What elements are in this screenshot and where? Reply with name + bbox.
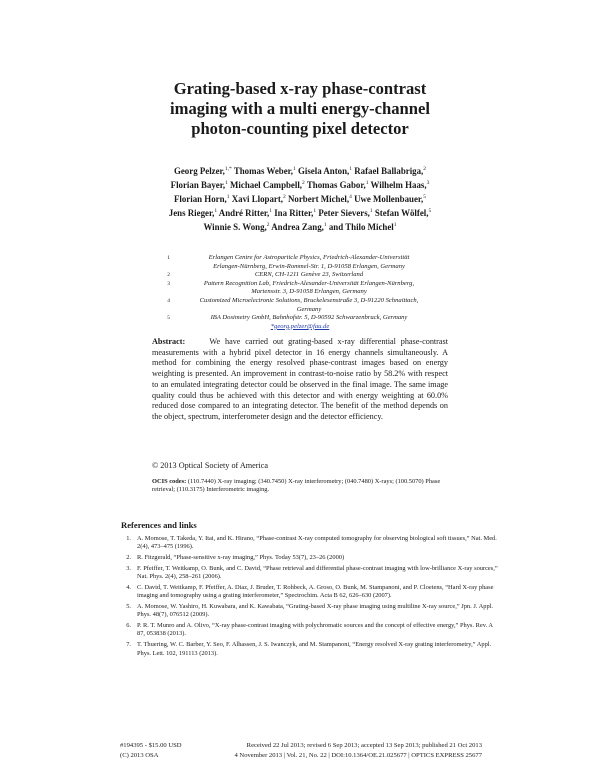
author-affiliation-mark: 5 xyxy=(423,193,426,200)
author-line xyxy=(130,206,470,220)
author-affiliation-mark: 2 xyxy=(423,166,427,172)
affiliation xyxy=(152,297,448,314)
reference-text: A. Momose, W. Yashiro, H. Kuwabara, and K. Kawabata, “Grating-based X-ray phase imaging using multiline X-ray source,” Jpn. J. Appl. Phys. 48(7), 076512 (2009). xyxy=(137,603,494,619)
abstract-label: Abstract: xyxy=(152,337,186,346)
author-line xyxy=(130,192,470,206)
author-name: Florian Horn, xyxy=(173,193,227,204)
affiliation-line: Martensstr. 3, D-91058 Erlangen, Germany xyxy=(251,288,367,296)
author-affiliation-mark: 1 xyxy=(349,166,353,172)
author-name: Winnie S. Wong, xyxy=(203,221,267,232)
author-affiliation-mark: 1 xyxy=(369,207,373,214)
ocis-label: OCIS codes: xyxy=(152,478,187,485)
abstract xyxy=(152,337,448,423)
reference-list xyxy=(121,535,501,658)
reference-item xyxy=(121,641,501,658)
affiliation-line: CERN, CH-1211 Genève 23, Switzerland xyxy=(254,271,364,279)
author-name: Andrea Zang, xyxy=(269,221,324,232)
author-affiliation-mark: 1 xyxy=(393,221,397,228)
title-line: Grating-based x-ray phase-contrast xyxy=(173,79,427,98)
author-name: Florian Bayer, xyxy=(170,179,226,190)
author-affiliation-mark: 1 xyxy=(313,207,317,214)
author-name: Gisela Anton, xyxy=(295,165,350,176)
author-name: Xavi Llopart, xyxy=(229,193,283,204)
reference-item xyxy=(121,622,501,639)
affiliation-number: 4 xyxy=(167,297,170,304)
author-line xyxy=(130,178,470,192)
footer-row xyxy=(120,751,482,761)
affiliation-line: Customized Microelectronic Solutions, Bruckelesenstraße 3, D-91220 Schnaittach, xyxy=(199,296,419,304)
reference-text: F. Pfeiffer, T. Weitkamp, O. Bunk, and C. David, “Phase retrieval and differential phase-contrast imaging with low-brilliance X-ray sources,” Nat. Phys. 2(4), 258–261 (2006). xyxy=(137,564,498,581)
reference-item xyxy=(121,535,501,552)
ocis-codes xyxy=(152,478,448,495)
affiliation-line: Germany xyxy=(296,305,322,313)
reference-item xyxy=(121,584,501,601)
reference-text: A. Momose, T. Takeda, Y. Itai, and K. Hirano, “Phase-contrast X-ray computed tomography for observing biological soft tissues,” Nat. Med. 2(4), 473–475 (1996). xyxy=(137,535,497,551)
reference-item xyxy=(121,603,501,620)
author-name: and Thilo Michel xyxy=(326,221,394,232)
reference-number: 7. xyxy=(126,641,131,649)
footer-citation: 4 November 2013 | Vol. 21, No. 22 | DOI:10.1364/OE.21.025677 | OPTICS EXPRESS 25677 xyxy=(234,751,482,759)
references-section xyxy=(121,520,501,660)
reference-number: 2. xyxy=(126,554,131,562)
author-affiliation-mark: 1 xyxy=(269,207,272,214)
author-list xyxy=(130,164,470,233)
reference-number: 3. xyxy=(126,564,131,572)
reference-number: 6. xyxy=(126,622,131,630)
author-affiliation-mark: 2 xyxy=(302,179,305,186)
reference-text: P. R. T. Munro and A. Olivo, “X-ray phase-contrast imaging with polychromatic sources and the concept of effective energy,” Phys. Rev. A 87, 053838 (2013). xyxy=(137,622,493,638)
author-affiliation-mark: 1 xyxy=(323,221,327,228)
author-affiliation-mark: 1 xyxy=(225,179,228,186)
abstract-text: We have carried out grating-based x-ray differential phase-contrast measurements with a hybrid pixel detector in 16 energy channels simultaneously. A method for combining the energy resolved phase-contrast images based on energy weighting is presented. An improvement in contrast-to-noise ratio by 58.2% with respect to an emulated integrating detector could be observed in the final image. The same image quality could thus be achieved with this detector and with energy weighting at 60.0% reduced dose compared to an integrating detector. The benefit of the method depends on the object, spectrum, interferometer design and the detector efficiency. xyxy=(152,337,449,421)
affiliation xyxy=(152,254,448,271)
author-affiliation-mark: 5 xyxy=(428,207,432,214)
affiliation-number: 3 xyxy=(167,280,170,287)
affiliation-number: 5 xyxy=(167,315,170,322)
author-name: Ina Ritter, xyxy=(272,207,314,218)
reference-number: 5. xyxy=(126,603,131,611)
references-heading: References and links xyxy=(121,520,197,530)
author-affiliation-mark: 1 xyxy=(226,193,230,200)
reference-number: 4. xyxy=(126,583,131,591)
footer-row xyxy=(120,741,482,751)
author-affiliation-mark: 1 xyxy=(214,207,218,214)
affiliation-number: 1 xyxy=(167,255,170,261)
reference-item xyxy=(121,554,501,562)
footer-price: #194395 - $15.00 USD xyxy=(120,742,182,749)
reference-item xyxy=(121,565,501,582)
journal-footer xyxy=(120,741,482,760)
ocis-text: (110.7440) X-ray imaging; (340.7450) X-ray interferometry; (040.7480) X-rays; (100.5070) Phase retrieval; (110.3175) Interferometric imaging. xyxy=(152,478,441,494)
author-name: André Ritter, xyxy=(217,207,270,218)
footer-dates: Received 22 Jul 2013; revised 6 Sep 2013; accepted 13 Sep 2013; published 21 Oct 2013 xyxy=(246,742,482,749)
copyright-notice: © 2013 Optical Society of America xyxy=(152,461,269,470)
author-affiliation-mark: 4 xyxy=(349,193,352,200)
author-name: Stefan Wölfel, xyxy=(372,207,429,218)
author-name: Wilhelm Haas, xyxy=(368,179,427,190)
footer-copyright: (C) 2013 OSA xyxy=(120,751,159,759)
author-line xyxy=(130,220,470,234)
title-line: imaging with a multi energy-channel xyxy=(170,99,430,118)
affiliation xyxy=(152,280,448,297)
author-name: Michael Campbell, xyxy=(227,179,303,190)
reference-text: C. David, T. Weitkamp, F. Pfeiffer, A. Diaz, J. Bruder, T. Rohbeck, A. Groso, O. Bunk, M. Stampanoni, and P. Cloetens, “Hard X-ray phase imaging and tomography using a grating interferometer,” Spectrochim. Acta B 62, 626–630 (2007). xyxy=(137,583,494,600)
author-name: Georg Pelzer, xyxy=(173,165,225,176)
author-name: Thomas Gabor, xyxy=(304,179,366,190)
paper-title xyxy=(100,79,500,139)
affiliation xyxy=(152,314,448,323)
author-affiliation-mark: 1 xyxy=(293,166,296,172)
author-name: Peter Sievers, xyxy=(316,207,370,218)
affiliation-number: 2 xyxy=(167,272,170,279)
reference-number: 1. xyxy=(126,535,131,542)
affiliation-line: IBA Dosimetry GmbH, Bahnhofstr. 5, D-90592 Schwarzenbruck, Germany xyxy=(210,314,408,322)
affiliation-line: Erlangen-Nürnberg, Erwin-Rommel-Str. 1, D-91058 Erlangen, Germany xyxy=(213,262,405,270)
title-line: photon-counting pixel detector xyxy=(191,119,409,138)
affiliation-line: Erlangen Centre for Astroparticle Physics, Friedrich-Alexander-Universität xyxy=(208,254,410,261)
author-affiliation-mark: 3 xyxy=(426,179,430,186)
author-affiliation-mark: 2 xyxy=(266,221,270,228)
corresponding-email-link[interactable]: *georg.pelzer@fau.de xyxy=(270,322,330,330)
author-name: Uwe Mollenbauer, xyxy=(351,193,424,204)
author-line xyxy=(130,164,470,178)
author-name: Rafael Ballabriga, xyxy=(352,165,424,176)
author-name: Thomas Weber, xyxy=(231,165,293,176)
affiliation xyxy=(152,271,448,280)
author-affiliation-mark: 2 xyxy=(283,193,286,200)
author-affiliation-mark: 1,* xyxy=(224,166,232,172)
reference-text: R. Fitzgerald, “Phase-sensitive x-ray imaging,” Phys. Today 53(7), 23–26 (2000) xyxy=(137,554,345,562)
affiliation-list xyxy=(152,254,448,331)
author-affiliation-mark: 1 xyxy=(365,179,369,186)
author-name: Norbert Michel, xyxy=(285,193,350,204)
affiliation-line: Pattern Recognition Lab, Friedrich-Alexander-Universität Erlangen-Nürnberg, xyxy=(203,279,415,287)
reference-text: T. Thuering, W. C. Barber, Y. Seo, F. Alhassen, J. S. Iwanczyk, and M. Stampanoni, “Energy resolved X-ray grating interferometry,” Appl. Phys. Lett. 102, 191113 (2013). xyxy=(137,641,492,657)
author-name: Jens Rieger, xyxy=(168,207,215,218)
